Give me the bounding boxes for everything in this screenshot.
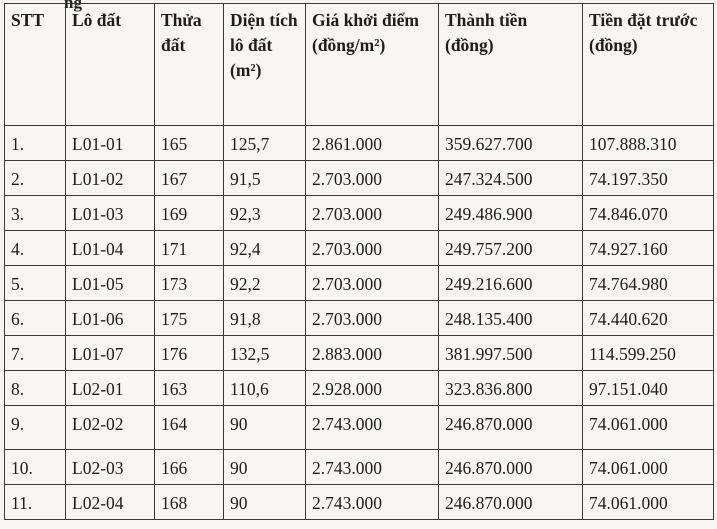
cell-total-amount: 249.486.900 <box>439 196 583 231</box>
table-row <box>5 266 714 301</box>
cell-parcel: 163 <box>155 371 224 406</box>
cell-stt: 1. <box>5 126 66 161</box>
cell-area: 110,6 <box>224 371 306 406</box>
land-lot-table <box>4 3 714 520</box>
cell-lot: L02-04 <box>66 485 155 520</box>
cell-deposit: 74.927.160 <box>583 231 714 266</box>
table-row <box>5 196 714 231</box>
cell-area: 125,7 <box>224 126 306 161</box>
cell-deposit: 74.440.620 <box>583 301 714 336</box>
cell-area: 90 <box>224 485 306 520</box>
cell-lot: L01-05 <box>66 266 155 301</box>
cell-total-amount: 323.836.800 <box>439 371 583 406</box>
header-total-amount: Thành tiền (đồng) <box>439 4 583 126</box>
cell-stt: 4. <box>5 231 66 266</box>
cell-area: 132,5 <box>224 336 306 371</box>
header-stt: STT <box>5 4 66 126</box>
cell-start-price: 2.703.000 <box>306 231 439 266</box>
cell-parcel: 166 <box>155 450 224 485</box>
cell-lot: L01-04 <box>66 231 155 266</box>
cell-total-amount: 248.135.400 <box>439 301 583 336</box>
cell-deposit: 74.197.350 <box>583 161 714 196</box>
table-row <box>5 301 714 336</box>
cell-stt: 3. <box>5 196 66 231</box>
cell-lot: L01-01 <box>66 126 155 161</box>
cell-deposit: 107.888.310 <box>583 126 714 161</box>
cell-stt: 10. <box>5 450 66 485</box>
cell-stt: 9. <box>5 406 66 450</box>
header-area: Diện tích lô đất (m²) <box>224 4 306 126</box>
cell-deposit: 74.764.980 <box>583 266 714 301</box>
cell-lot: L02-01 <box>66 371 155 406</box>
cell-total-amount: 249.757.200 <box>439 231 583 266</box>
cell-total-amount: 247.324.500 <box>439 161 583 196</box>
cell-parcel: 173 <box>155 266 224 301</box>
header-parcel: Thửa đất <box>155 4 224 126</box>
table-row <box>5 485 714 520</box>
cell-deposit: 74.846.070 <box>583 196 714 231</box>
cell-parcel: 165 <box>155 126 224 161</box>
cell-area: 91,5 <box>224 161 306 196</box>
cell-parcel: 167 <box>155 161 224 196</box>
cell-total-amount: 381.997.500 <box>439 336 583 371</box>
cell-total-amount: 246.870.000 <box>439 485 583 520</box>
cell-total-amount: 359.627.700 <box>439 126 583 161</box>
table-header-row <box>5 4 714 126</box>
cut-off-text-fragment: ng <box>64 0 82 12</box>
cell-lot: L01-02 <box>66 161 155 196</box>
cell-stt: 11. <box>5 485 66 520</box>
cell-stt: 7. <box>5 336 66 371</box>
cell-total-amount: 246.870.000 <box>439 450 583 485</box>
cell-stt: 5. <box>5 266 66 301</box>
cell-area: 90 <box>224 406 306 450</box>
cell-deposit: 97.151.040 <box>583 371 714 406</box>
header-deposit: Tiền đặt trước (đồng) <box>583 4 714 126</box>
cell-start-price: 2.883.000 <box>306 336 439 371</box>
cell-area: 92,3 <box>224 196 306 231</box>
cell-start-price: 2.703.000 <box>306 196 439 231</box>
cell-lot: L01-07 <box>66 336 155 371</box>
cell-area: 90 <box>224 450 306 485</box>
cell-total-amount: 249.216.600 <box>439 266 583 301</box>
cell-stt: 2. <box>5 161 66 196</box>
cell-stt: 6. <box>5 301 66 336</box>
cell-start-price: 2.703.000 <box>306 301 439 336</box>
table-row <box>5 231 714 266</box>
cell-lot: L01-06 <box>66 301 155 336</box>
cell-parcel: 169 <box>155 196 224 231</box>
cell-parcel: 168 <box>155 485 224 520</box>
cell-start-price: 2.703.000 <box>306 161 439 196</box>
cell-start-price: 2.743.000 <box>306 406 439 450</box>
cell-parcel: 175 <box>155 301 224 336</box>
cell-lot: L02-03 <box>66 450 155 485</box>
cell-lot: L02-02 <box>66 406 155 450</box>
cell-start-price: 2.743.000 <box>306 485 439 520</box>
table-row <box>5 406 714 450</box>
table-row <box>5 161 714 196</box>
header-lot: Lô đất <box>66 4 155 126</box>
cell-deposit: 114.599.250 <box>583 336 714 371</box>
cell-total-amount: 246.870.000 <box>439 406 583 450</box>
cell-stt: 8. <box>5 371 66 406</box>
table-row <box>5 126 714 161</box>
table-row <box>5 371 714 406</box>
cell-start-price: 2.861.000 <box>306 126 439 161</box>
cell-lot: L01-03 <box>66 196 155 231</box>
cell-area: 92,2 <box>224 266 306 301</box>
cell-deposit: 74.061.000 <box>583 485 714 520</box>
cell-parcel: 171 <box>155 231 224 266</box>
cell-start-price: 2.703.000 <box>306 266 439 301</box>
cell-deposit: 74.061.000 <box>583 406 714 450</box>
cell-deposit: 74.061.000 <box>583 450 714 485</box>
cell-start-price: 2.928.000 <box>306 371 439 406</box>
table-row <box>5 336 714 371</box>
cell-parcel: 176 <box>155 336 224 371</box>
cell-start-price: 2.743.000 <box>306 450 439 485</box>
table-row <box>5 450 714 485</box>
cell-area: 92,4 <box>224 231 306 266</box>
header-start-price: Giá khởi điểm (đồng/m²) <box>306 4 439 126</box>
cell-area: 91,8 <box>224 301 306 336</box>
cell-parcel: 164 <box>155 406 224 450</box>
